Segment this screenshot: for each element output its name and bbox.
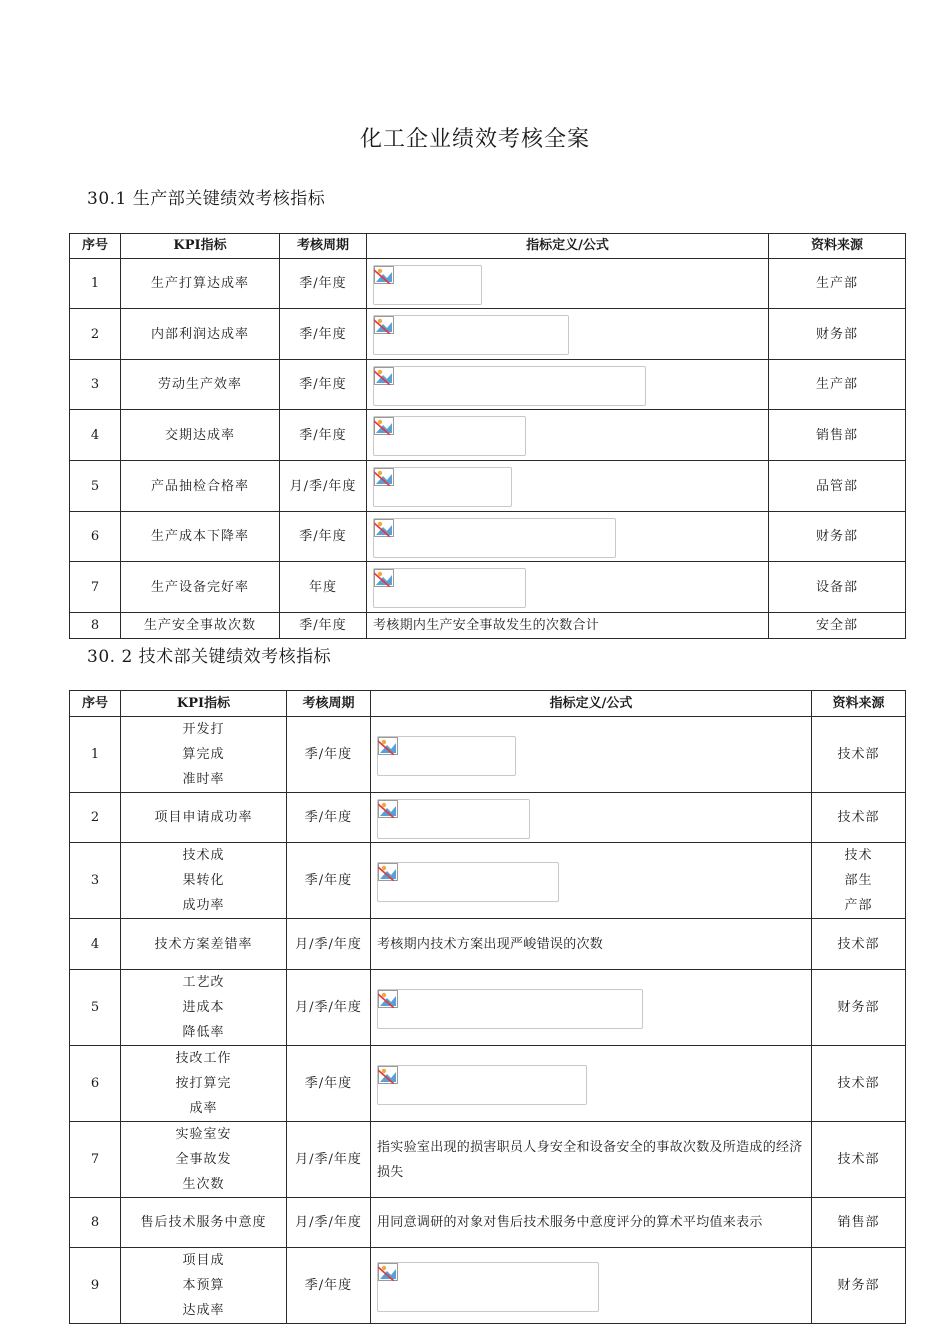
broken-image-icon — [378, 1263, 398, 1281]
data-source: 技术部 — [812, 1046, 906, 1122]
kpi-name: 劳动生产效率 — [121, 360, 280, 410]
period: 季/年度 — [287, 793, 371, 843]
period: 月/季/年度 — [287, 919, 371, 970]
row-no: 4 — [70, 919, 121, 970]
data-source: 销售部 — [769, 410, 906, 461]
period: 年度 — [280, 562, 367, 613]
table-header-row — [70, 691, 906, 717]
period: 月/季/年度 — [287, 1198, 371, 1248]
formula-image — [377, 862, 559, 902]
kpi-name: 生产设备完好率 — [121, 562, 280, 613]
period: 季/年度 — [280, 309, 367, 360]
formula-image — [373, 366, 646, 406]
row-no: 8 — [70, 613, 121, 639]
broken-image-icon — [378, 990, 398, 1008]
header-kpi: KPI指标 — [121, 691, 287, 717]
kpi-definition: 考核期内生产安全事故发生的次数合计 — [367, 613, 769, 639]
formula-image — [373, 518, 616, 558]
header-no: 序号 — [70, 691, 121, 717]
row-no: 5 — [70, 970, 121, 1046]
header-no: 序号 — [70, 234, 121, 259]
data-source: 技术部生产部 — [812, 843, 906, 919]
page-title: 化工企业绩效考核全案 — [359, 127, 590, 152]
data-source: 技术部 — [812, 919, 906, 970]
row-no: 3 — [70, 360, 121, 410]
table-row — [70, 309, 906, 360]
table-row — [70, 1122, 906, 1198]
kpi-name: 生产安全事故次数 — [121, 613, 280, 639]
header-kpi: KPI指标 — [121, 234, 280, 259]
period: 季/年度 — [280, 410, 367, 461]
row-no: 6 — [70, 1046, 121, 1122]
period: 季/年度 — [280, 512, 367, 562]
header-period: 考核周期 — [280, 234, 367, 259]
kpi-name: 项目申请成功率 — [121, 793, 287, 843]
row-no: 4 — [70, 410, 121, 461]
formula-image-cell — [371, 793, 812, 843]
formula-image-cell — [367, 562, 769, 613]
formula-image — [373, 416, 526, 456]
formula-image-cell — [367, 461, 769, 512]
table-row — [70, 410, 906, 461]
data-source: 技术部 — [812, 1122, 906, 1198]
broken-image-icon — [374, 468, 394, 486]
row-no: 1 — [70, 717, 121, 793]
table-row — [70, 562, 906, 613]
data-source: 财务部 — [769, 309, 906, 360]
broken-image-icon — [374, 316, 394, 334]
kpi-name: 开发打算完成准时率 — [121, 717, 287, 793]
kpi-name: 售后技术服务中意度 — [121, 1198, 287, 1248]
formula-image-cell — [371, 717, 812, 793]
row-no: 2 — [70, 309, 121, 360]
row-no: 7 — [70, 1122, 121, 1198]
data-source: 品管部 — [769, 461, 906, 512]
period: 季/年度 — [280, 360, 367, 410]
table-row — [70, 793, 906, 843]
table-row — [70, 512, 906, 562]
header-definition: 指标定义/公式 — [367, 234, 769, 259]
table-header-row — [70, 234, 906, 259]
row-no: 6 — [70, 512, 121, 562]
data-source: 技术部 — [812, 793, 906, 843]
broken-image-icon — [374, 519, 394, 537]
formula-image-cell — [371, 970, 812, 1046]
period: 季/年度 — [287, 1248, 371, 1324]
period: 月/季/年度 — [287, 970, 371, 1046]
kpi-definition: 指实验室出现的损害职员人身安全和设备安全的事故次数及所造成的经济损失 — [371, 1122, 812, 1198]
table-row — [70, 1198, 906, 1248]
formula-image — [377, 736, 516, 776]
kpi-name: 项目成本预算达成率 — [121, 1248, 287, 1324]
header-source: 资料来源 — [769, 234, 906, 259]
period: 季/年度 — [287, 717, 371, 793]
kpi-name: 内部利润达成率 — [121, 309, 280, 360]
broken-image-icon — [374, 569, 394, 587]
data-source: 生产部 — [769, 259, 906, 309]
broken-image-icon — [374, 266, 394, 284]
formula-image — [377, 989, 643, 1029]
row-no: 1 — [70, 259, 121, 309]
formula-image-cell — [371, 843, 812, 919]
table-row — [70, 259, 906, 309]
table-row — [70, 919, 906, 970]
period: 季/年度 — [280, 613, 367, 639]
technology-kpi-table — [69, 690, 906, 1324]
header-source: 资料来源 — [812, 691, 906, 717]
kpi-definition: 考核期内技术方案出现严峻错误的次数 — [371, 919, 812, 970]
table-row — [70, 613, 906, 639]
formula-image — [377, 1065, 587, 1105]
header-period: 考核周期 — [287, 691, 371, 717]
production-kpi-table — [69, 233, 906, 639]
table-row — [70, 1248, 906, 1324]
data-source: 技术部 — [812, 717, 906, 793]
data-source: 财务部 — [812, 1248, 906, 1324]
data-source: 财务部 — [769, 512, 906, 562]
period: 季/年度 — [280, 259, 367, 309]
formula-image — [373, 467, 512, 507]
period: 季/年度 — [287, 1046, 371, 1122]
data-source: 生产部 — [769, 360, 906, 410]
kpi-name: 交期达成率 — [121, 410, 280, 461]
data-source: 安全部 — [769, 613, 906, 639]
section-heading-technology: 30. 2 技术部关键绩效考核指标 — [87, 647, 332, 667]
data-source: 销售部 — [812, 1198, 906, 1248]
formula-image-cell — [367, 410, 769, 461]
row-no: 2 — [70, 793, 121, 843]
table-row — [70, 970, 906, 1046]
formula-image-cell — [371, 1046, 812, 1122]
broken-image-icon — [374, 367, 394, 385]
formula-image-cell — [367, 259, 769, 309]
row-no: 8 — [70, 1198, 121, 1248]
formula-image — [373, 315, 569, 355]
kpi-name: 生产打算达成率 — [121, 259, 280, 309]
data-source: 财务部 — [812, 970, 906, 1046]
table-row — [70, 717, 906, 793]
data-source: 设备部 — [769, 562, 906, 613]
formula-image — [373, 568, 526, 608]
formula-image — [377, 799, 530, 839]
kpi-name: 技术方案差错率 — [121, 919, 287, 970]
period: 季/年度 — [287, 843, 371, 919]
table-row — [70, 360, 906, 410]
table-row — [70, 843, 906, 919]
row-no: 9 — [70, 1248, 121, 1324]
formula-image — [377, 1262, 599, 1312]
row-no: 3 — [70, 843, 121, 919]
kpi-definition: 用同意调研的对象对售后技术服务中意度评分的算术平均值来表示 — [371, 1198, 812, 1248]
kpi-name: 实验室安全事故发生次数 — [121, 1122, 287, 1198]
kpi-name: 工艺改进成本降低率 — [121, 970, 287, 1046]
kpi-name: 技改工作按打算完成率 — [121, 1046, 287, 1122]
broken-image-icon — [378, 863, 398, 881]
table-row — [70, 461, 906, 512]
header-definition: 指标定义/公式 — [371, 691, 812, 717]
formula-image-cell — [367, 512, 769, 562]
row-no: 7 — [70, 562, 121, 613]
formula-image-cell — [367, 309, 769, 360]
kpi-name: 生产成本下降率 — [121, 512, 280, 562]
broken-image-icon — [374, 417, 394, 435]
broken-image-icon — [378, 1066, 398, 1084]
kpi-name: 产品抽检合格率 — [121, 461, 280, 512]
broken-image-icon — [378, 737, 398, 755]
table-row — [70, 1046, 906, 1122]
broken-image-icon — [378, 800, 398, 818]
period: 月/季/年度 — [280, 461, 367, 512]
row-no: 5 — [70, 461, 121, 512]
formula-image-cell — [367, 360, 769, 410]
kpi-name: 技术成果转化成功率 — [121, 843, 287, 919]
formula-image-cell — [371, 1248, 812, 1324]
formula-image — [373, 265, 482, 305]
section-heading-production: 30.1 生产部关键绩效考核指标 — [87, 189, 326, 209]
period: 月/季/年度 — [287, 1122, 371, 1198]
